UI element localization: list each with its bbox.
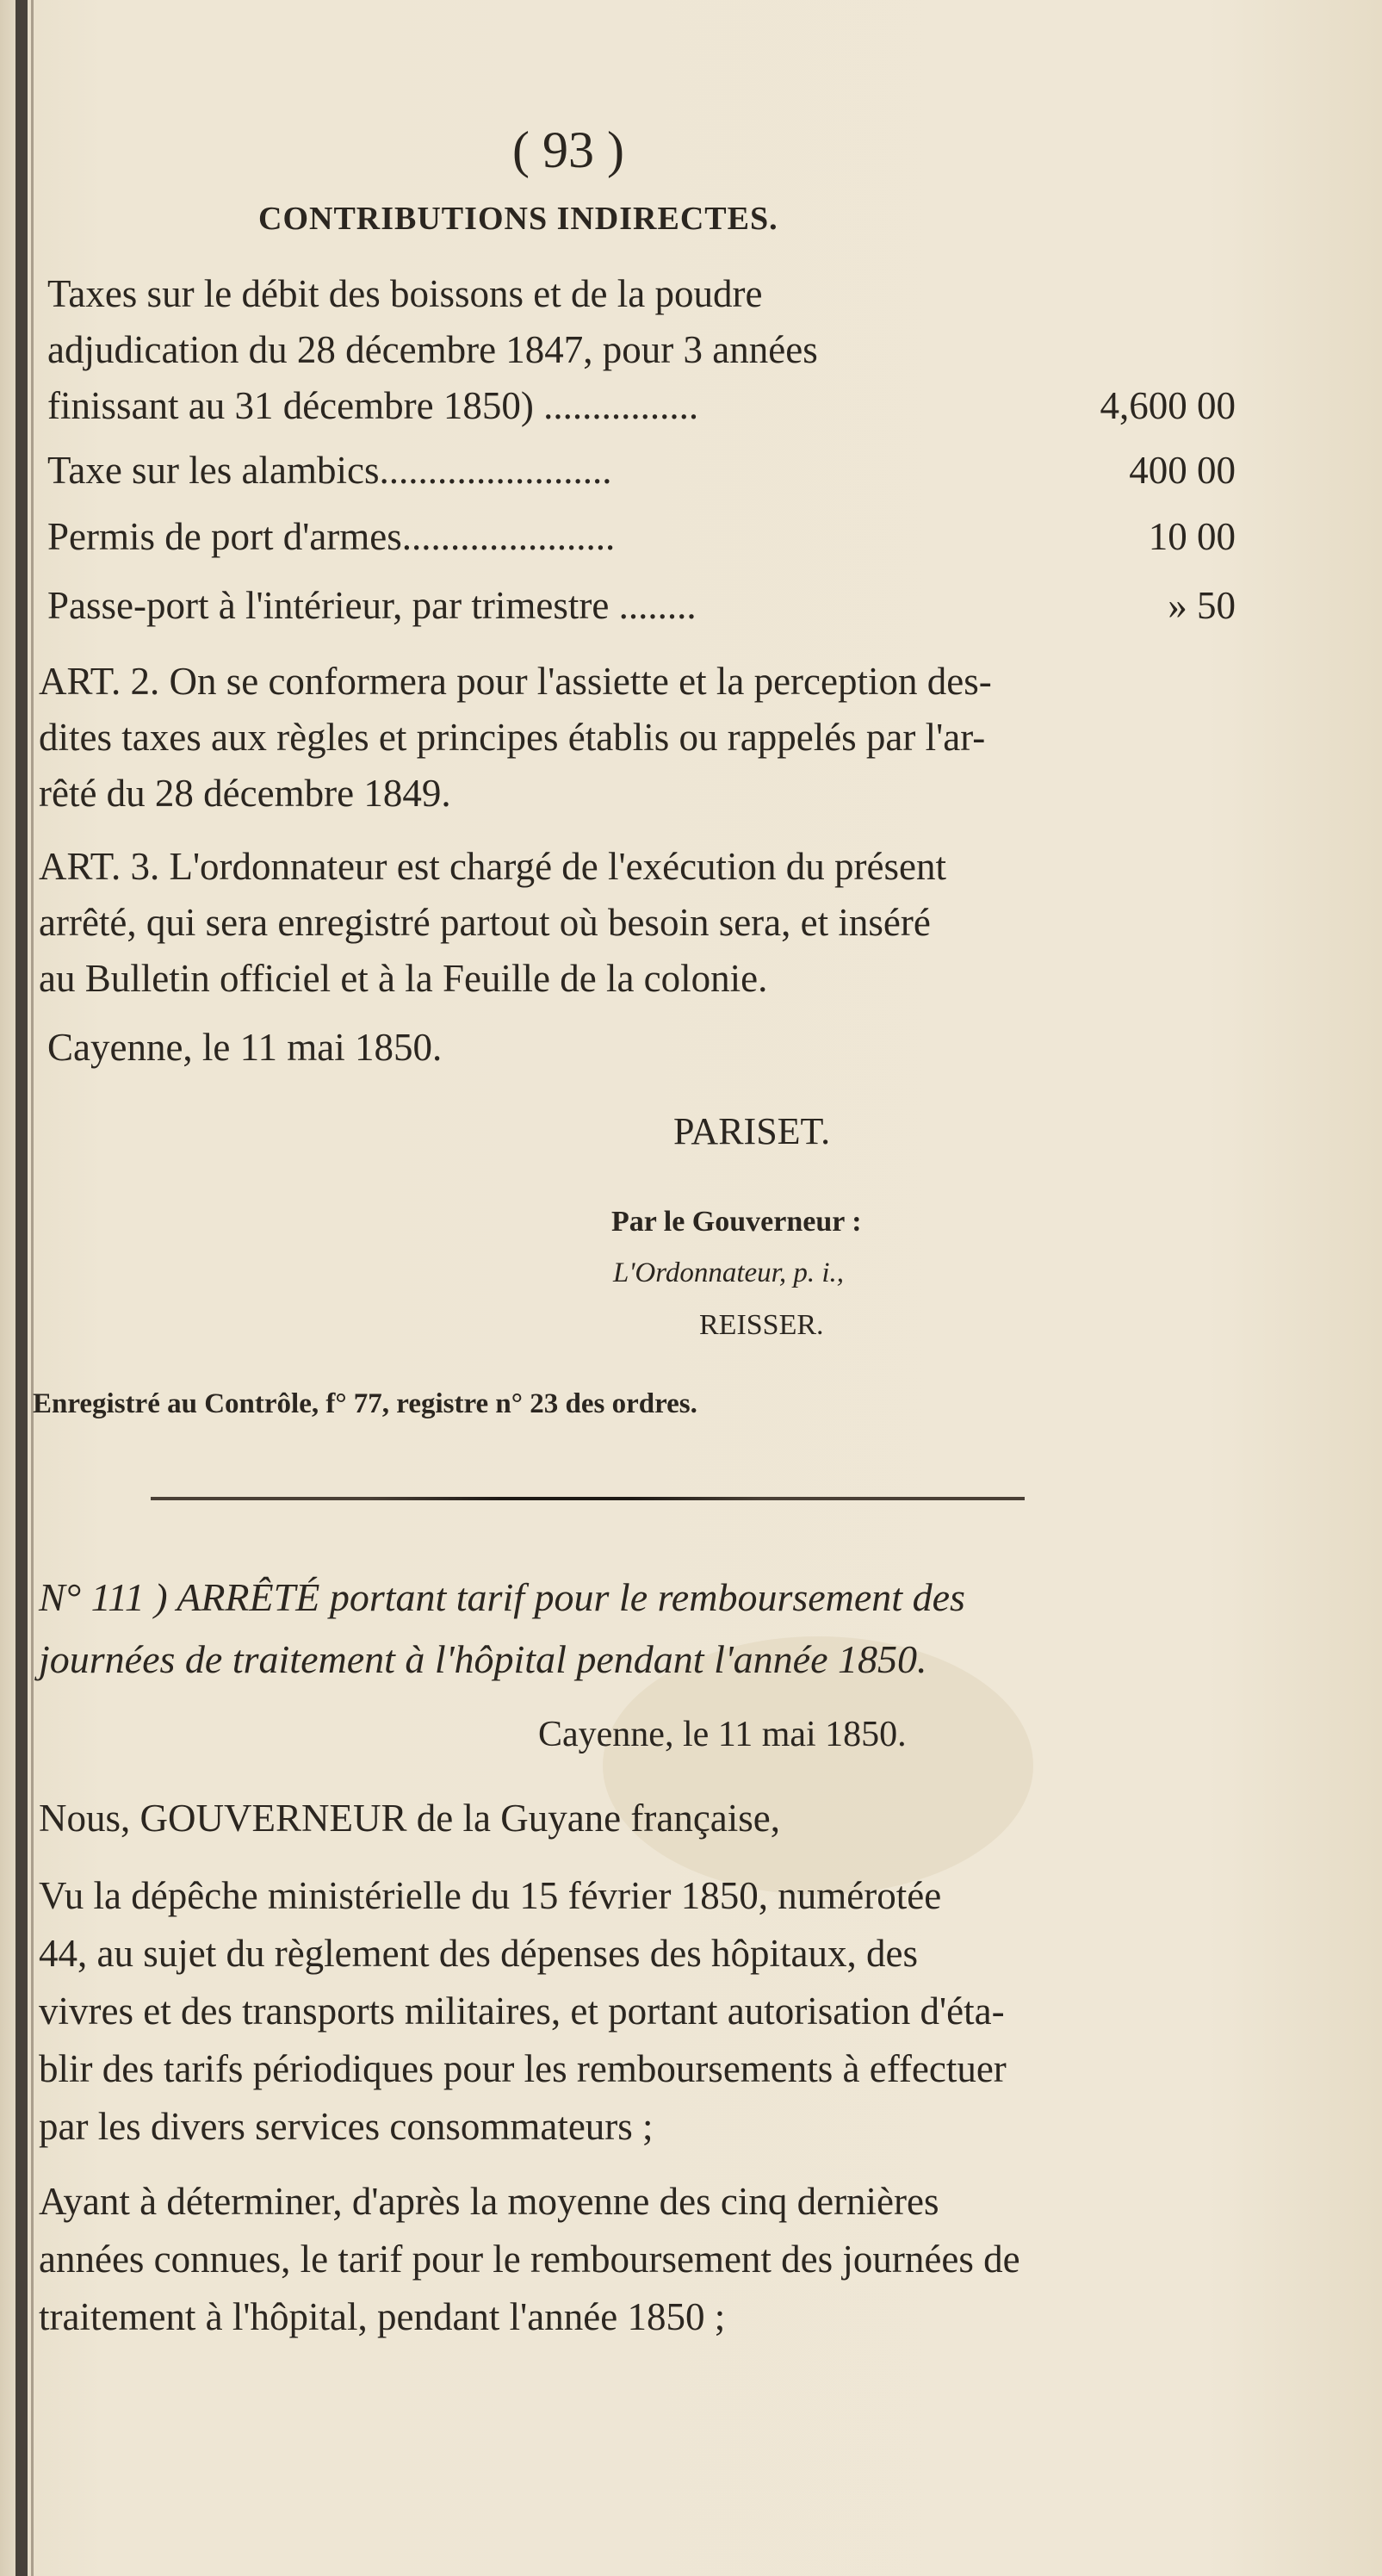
body-line: par les divers services consommateurs ; — [39, 2105, 654, 2148]
ordonnateur-label: L'Ordonnateur, p. i., — [613, 1257, 845, 1288]
article-2-line: ART. 2. On se conformera pour l'assiette et la perception des- — [39, 660, 992, 703]
arrete-title-line-2: journées de traitement à l'hôpital pendant l'année 1850. — [39, 1637, 927, 1681]
by-governor: Par le Gouverneur : — [611, 1206, 862, 1238]
body-line: Vu la dépêche ministérielle du 15 février 1850, numérotée — [39, 1874, 942, 1917]
section-title: CONTRIBUTIONS INDIRECTES. — [258, 201, 778, 237]
body-line: traitement à l'hôpital, pendant l'année 1850 ; — [39, 2295, 726, 2338]
body-line: blir des tarifs périodiques pour les remboursements à effectuer — [39, 2047, 1007, 2090]
page-number: ( 93 ) — [512, 121, 624, 178]
body-line: années connues, le tarif pour le remboursement des journées de — [39, 2238, 1020, 2281]
body-line: Nous, GOUVERNEUR de la Guyane française, — [39, 1797, 781, 1840]
article-3-line: arrêté, qui sera enregistré partout où besoin sera, et inséré — [39, 901, 931, 944]
item-line: finissant au 31 décembre 1850) ................ — [47, 384, 699, 427]
arrete-date: Cayenne, le 11 mai 1850. — [538, 1715, 907, 1754]
item-line: Permis de port d'armes...................... — [47, 515, 616, 558]
item-line: Taxes sur le débit des boissons et de la poudre — [47, 272, 763, 315]
item-amount: 400 00 — [1129, 449, 1236, 492]
article-3-line: ART. 3. L'ordonnateur est chargé de l'exécution du présent — [39, 845, 947, 888]
article-3-line: au Bulletin officiel et à la Feuille de la colonie. — [39, 957, 768, 1000]
signature-pariset: PARISET. — [673, 1110, 831, 1152]
body-line: 44, au sujet du règlement des dépenses des hôpitaux, des — [39, 1932, 919, 1975]
item-line: Taxe sur les alambics........................ — [47, 449, 612, 492]
separator-rule — [151, 1497, 1025, 1500]
article-2-line: rêté du 28 décembre 1849. — [39, 772, 451, 815]
signature-reisser: REISSER. — [699, 1309, 824, 1341]
item-line: adjudication du 28 décembre 1847, pour 3 années — [47, 328, 818, 371]
arrete-title-line-1: N° 111 ) ARRÊTÉ portant tarif pour le remboursement des — [39, 1575, 965, 1619]
article-2-line: dites taxes aux règles et principes établis ou rappelés par l'ar- — [39, 716, 986, 759]
book-spine-edge — [31, 0, 34, 2576]
book-spine-shadow — [15, 0, 28, 2576]
date-line: Cayenne, le 11 mai 1850. — [47, 1026, 443, 1069]
item-amount: » 50 — [1168, 584, 1236, 627]
registration-note: Enregistré au Contrôle, f° 77, registre n° 23 des ordres. — [33, 1388, 697, 1419]
item-amount: 10 00 — [1148, 515, 1236, 558]
body-line: vivres et des transports militaires, et portant autorisation d'éta- — [39, 1989, 1005, 2033]
item-amount: 4,600 00 — [1100, 384, 1236, 427]
body-line: Ayant à déterminer, d'après la moyenne des cinq dernières — [39, 2180, 939, 2223]
item-line: Passe-port à l'intérieur, par trimestre ........ — [47, 584, 697, 627]
